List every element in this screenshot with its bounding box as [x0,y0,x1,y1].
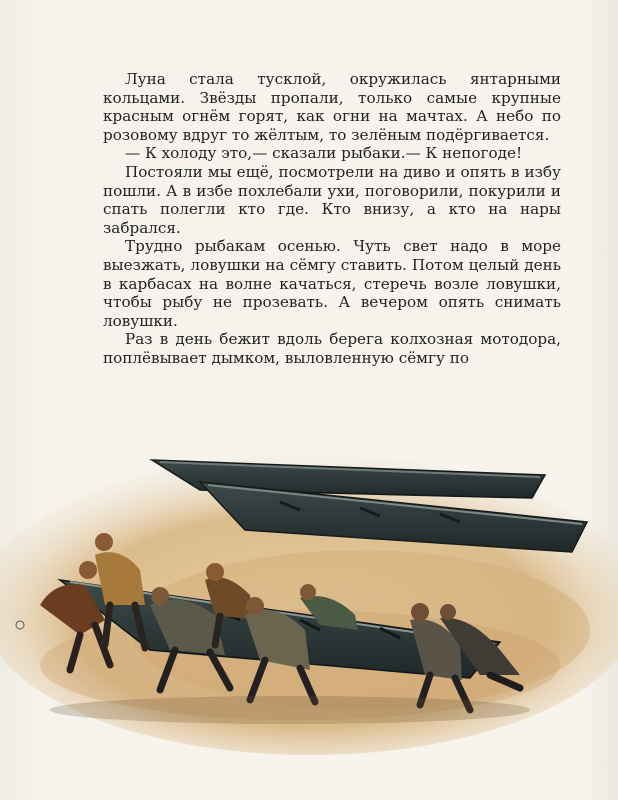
paragraph-2: — К холоду это,— сказали рыбаки.— К непогоде! [125,144,523,163]
paragraph-3: Постояли мы ещё, посмотрели на диво и опять в избу пошли. А в избе похлебали ухи, поговорили, покурили и спать полегли кто где. Кто внизу, а кто на нары забрался. [103,162,561,237]
paragraph-4: Трудно рыбакам осенью. Чуть свет надо в море выезжать, ловушки на сёмгу ставить. Потом целый день в карбасах на волне качаться, стеречь возле ловушки, чтобы рыбу не прозевать. А вечером опять снимать ловушки. [103,237,561,330]
illustration-drawing [0,420,618,800]
story-text [103,70,561,368]
shadow [50,696,530,724]
paragraph-1: Луна стала тусклой, окружилась янтарными кольцами. Звёзды пропали, только самые крупные красным огнём горят, как огни на мачтах. А небо по розовому вдруг то жёлтым, то зелёным подёргивается. [103,70,561,144]
paragraph-5: Раз в день бежит вдоль берега колхозная мотодора, поплёвывает дымком, выловленную сёмгу по [103,330,561,367]
fishermen-boat-illustration [0,420,618,800]
